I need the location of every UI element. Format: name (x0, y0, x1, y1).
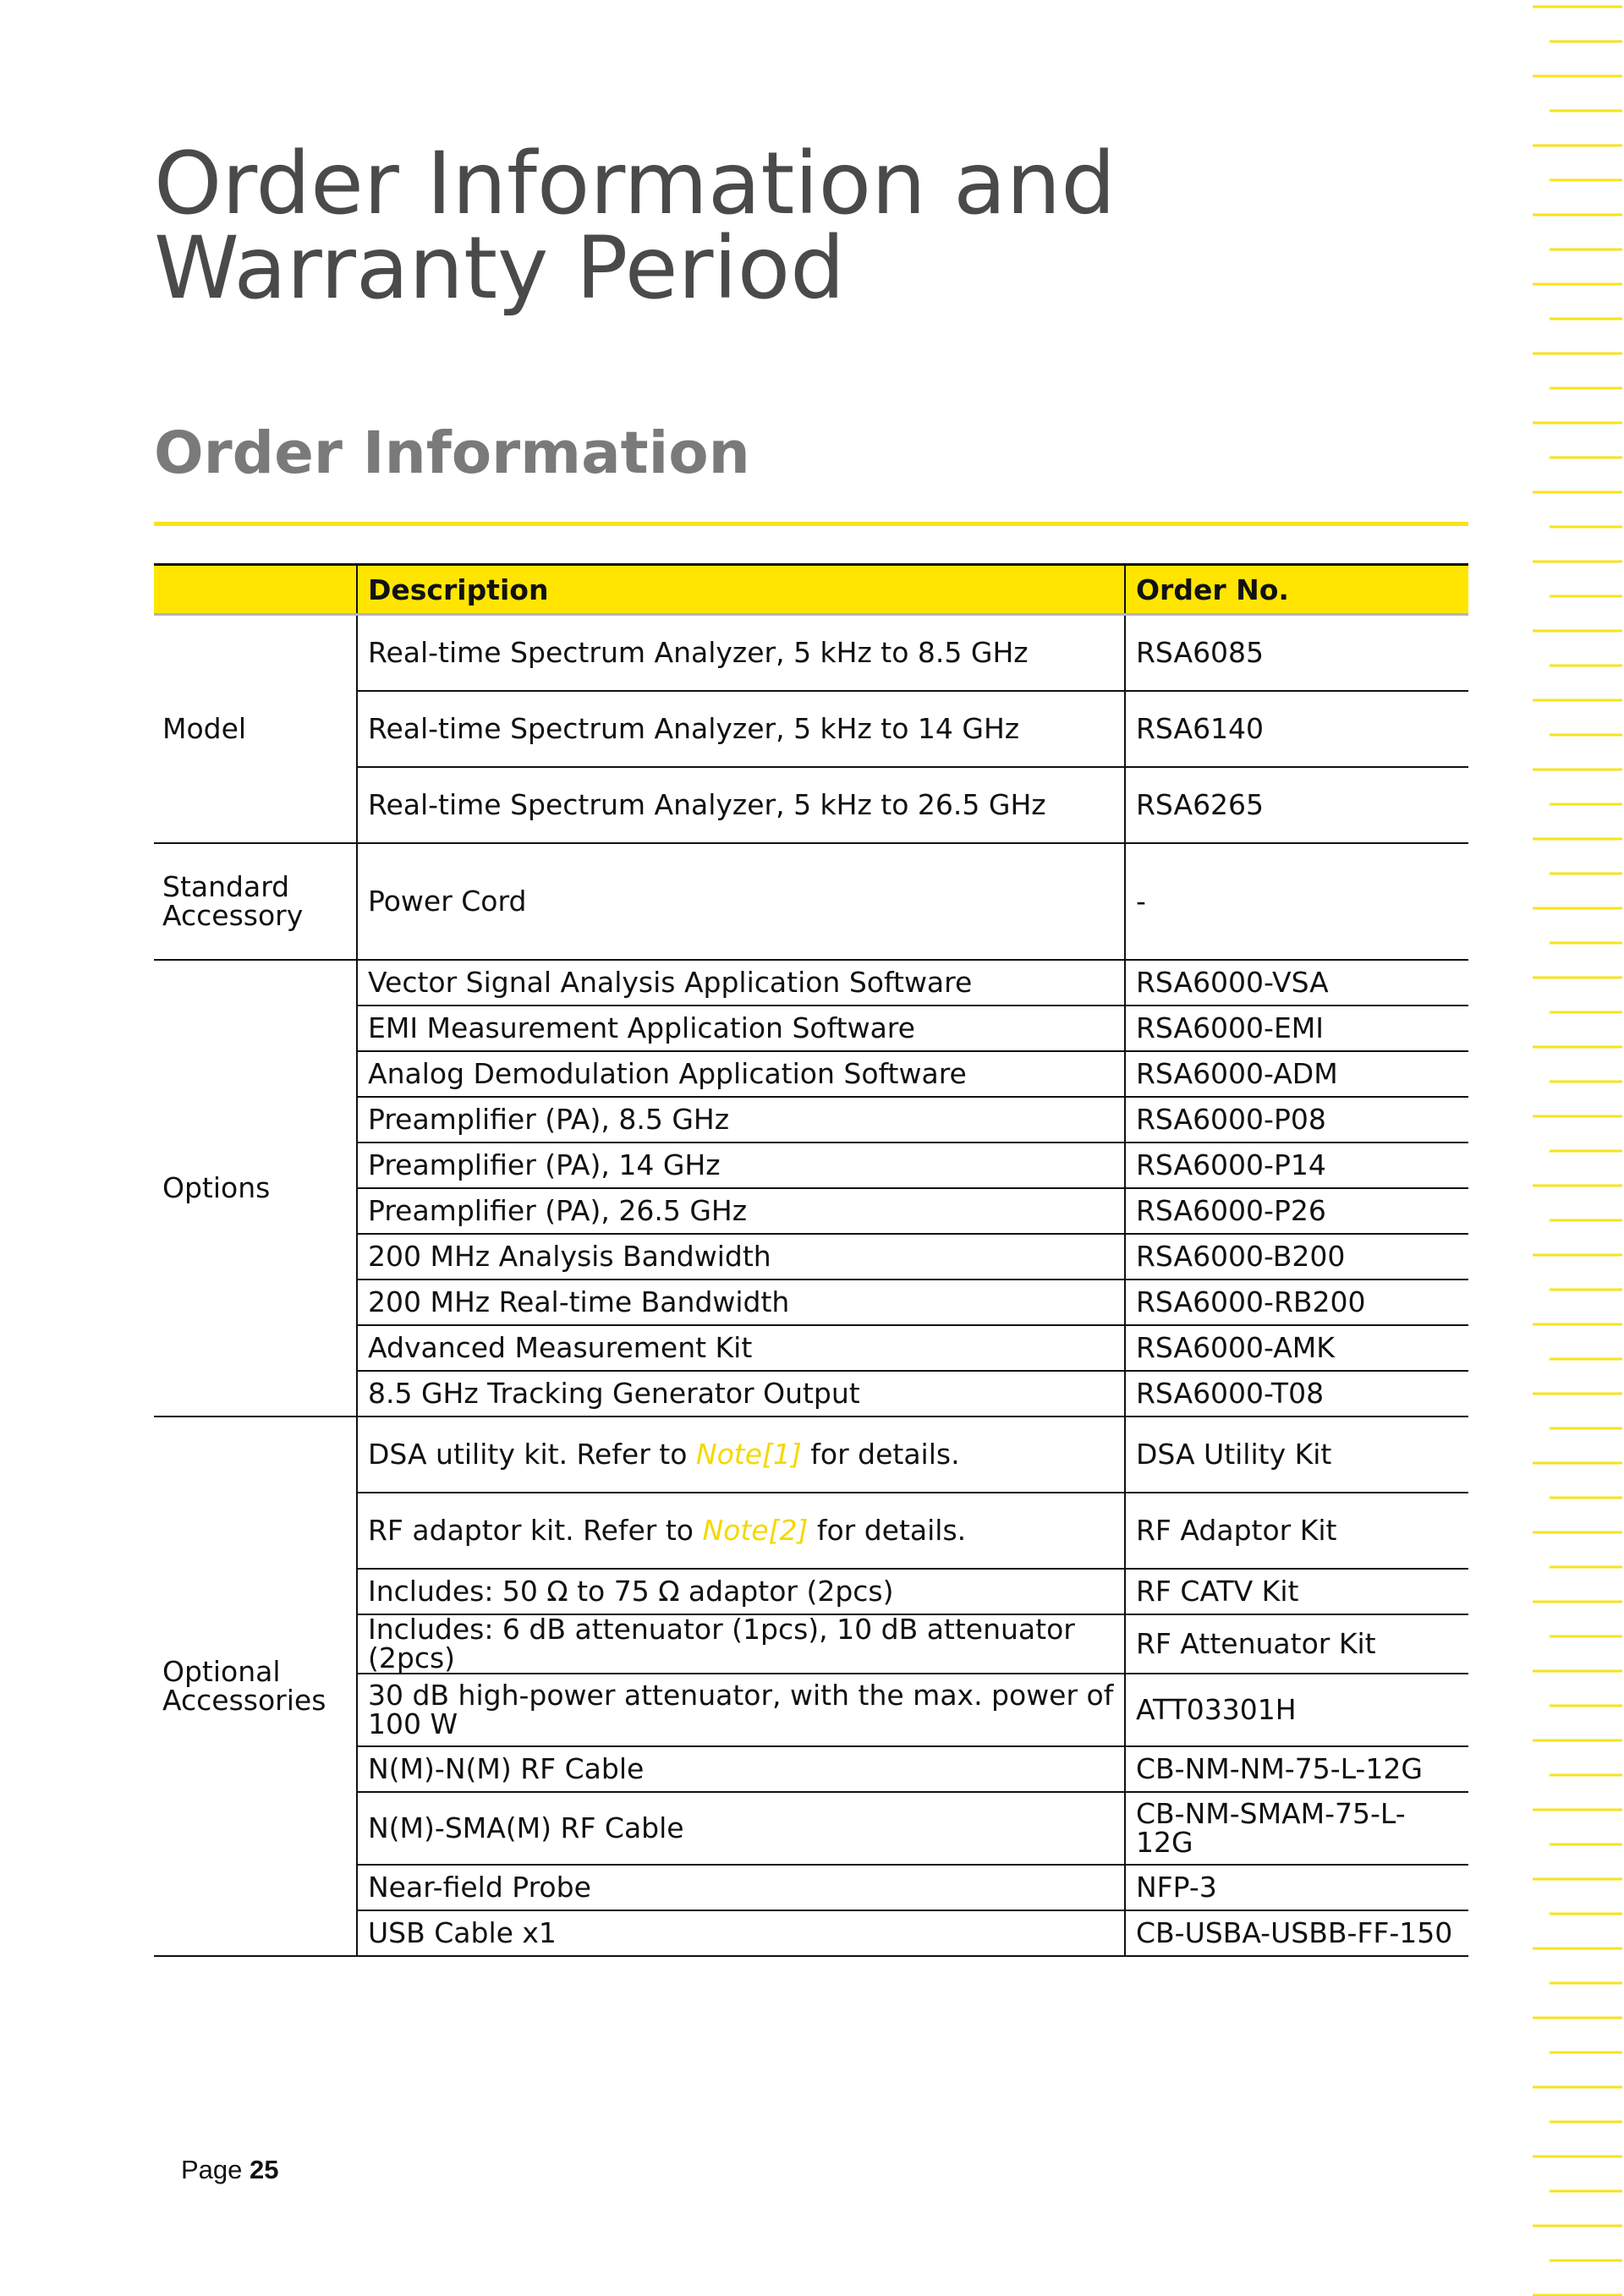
group-options: Options (154, 960, 357, 1417)
description-cell (357, 1493, 1125, 1569)
description-cell: 200 MHz Real-time Bandwidth (357, 1280, 1125, 1325)
header-order-no: Order No. (1125, 565, 1468, 615)
order-no-cell: RF CATV Kit (1125, 1569, 1468, 1614)
order-no-cell: DSA Utility Kit (1125, 1417, 1468, 1493)
description-cell: Power Cord (357, 843, 1125, 960)
description-cell: Preamplifier (PA), 8.5 GHz (357, 1097, 1125, 1143)
order-no-cell: - (1125, 843, 1468, 960)
note-link[interactable]: Note[1] (695, 1438, 802, 1471)
description-cell: Real-time Spectrum Analyzer, 5 kHz to 14 GHz (357, 691, 1125, 767)
table-row (154, 1417, 1468, 1493)
table-row (154, 615, 1468, 692)
order-no-cell: RF Adaptor Kit (1125, 1493, 1468, 1569)
note-link[interactable]: Note[2] (702, 1514, 809, 1547)
order-no-cell: RSA6000-RB200 (1125, 1280, 1468, 1325)
order-no-cell: RSA6140 (1125, 691, 1468, 767)
order-no-cell: RSA6000-P14 (1125, 1143, 1468, 1188)
order-no-cell: RSA6000-P26 (1125, 1188, 1468, 1234)
description-text: DSA utility kit. Refer to (368, 1438, 696, 1471)
description-cell: Includes: 50 Ω to 75 Ω adaptor (2pcs) (357, 1569, 1125, 1614)
description-cell: 200 MHz Analysis Bandwidth (357, 1234, 1125, 1280)
order-no-cell: RSA6085 (1125, 615, 1468, 692)
description-cell: Vector Signal Analysis Application Software (357, 960, 1125, 1006)
order-no-cell: CB-USBA-USBB-FF-150 (1125, 1910, 1468, 1956)
description-cell: Preamplifier (PA), 26.5 GHz (357, 1188, 1125, 1234)
order-no-cell: CB-NM-SMAM-75-L-12G (1125, 1792, 1468, 1865)
description-cell: N(M)-N(M) RF Cable (357, 1746, 1125, 1792)
header-group (154, 565, 357, 615)
description-cell: Near-field Probe (357, 1865, 1125, 1910)
description-cell (357, 1417, 1125, 1493)
description-cell: EMI Measurement Application Software (357, 1006, 1125, 1051)
section-rule (154, 522, 1468, 526)
order-no-cell: ATT03301H (1125, 1674, 1468, 1746)
table-row (154, 843, 1468, 960)
order-no-cell: RSA6000-B200 (1125, 1234, 1468, 1280)
order-no-cell: CB-NM-NM-75-L-12G (1125, 1746, 1468, 1792)
page-title: Order Information and Warranty Period (154, 134, 1116, 319)
description-text: for details. (808, 1514, 967, 1547)
description-cell: Analog Demodulation Application Software (357, 1051, 1125, 1097)
description-cell: 30 dB high-power attenuator, with the max. power of 100 W (357, 1674, 1125, 1746)
description-cell: 8.5 GHz Tracking Generator Output (357, 1371, 1125, 1417)
description-text: RF adaptor kit. Refer to (368, 1514, 703, 1547)
page-number: 25 (250, 2155, 279, 2184)
order-table (154, 563, 1468, 1957)
order-no-cell: RSA6000-VSA (1125, 960, 1468, 1006)
group-model: Model (154, 615, 357, 844)
table-row (154, 960, 1468, 1006)
group-optional-accessories: Optional Accessories (154, 1417, 357, 1956)
order-no-cell: RSA6265 (1125, 767, 1468, 843)
table-header-row (154, 565, 1468, 615)
description-cell: Real-time Spectrum Analyzer, 5 kHz to 8.5 GHz (357, 615, 1125, 692)
order-no-cell: RSA6000-T08 (1125, 1371, 1468, 1417)
page-footer (181, 2155, 279, 2185)
decorative-stripes (1522, 0, 1624, 2296)
order-no-cell: RF Attenuator Kit (1125, 1614, 1468, 1674)
description-cell: Preamplifier (PA), 14 GHz (357, 1143, 1125, 1188)
description-cell: Includes: 6 dB attenuator (1pcs), 10 dB attenuator (2pcs) (357, 1614, 1125, 1674)
description-cell: USB Cable x1 (357, 1910, 1125, 1956)
order-no-cell: NFP-3 (1125, 1865, 1468, 1910)
description-text: for details. (801, 1438, 960, 1471)
group-standard-accessory: Standard Accessory (154, 843, 357, 960)
order-no-cell: RSA6000-AMK (1125, 1325, 1468, 1371)
header-description: Description (357, 565, 1125, 615)
page-label: Page (181, 2155, 243, 2184)
section-title: Order Information (154, 419, 750, 487)
order-no-cell: RSA6000-ADM (1125, 1051, 1468, 1097)
description-cell: Advanced Measurement Kit (357, 1325, 1125, 1371)
order-no-cell: RSA6000-EMI (1125, 1006, 1468, 1051)
description-cell: Real-time Spectrum Analyzer, 5 kHz to 26.5 GHz (357, 767, 1125, 843)
order-no-cell: RSA6000-P08 (1125, 1097, 1468, 1143)
description-cell: N(M)-SMA(M) RF Cable (357, 1792, 1125, 1865)
